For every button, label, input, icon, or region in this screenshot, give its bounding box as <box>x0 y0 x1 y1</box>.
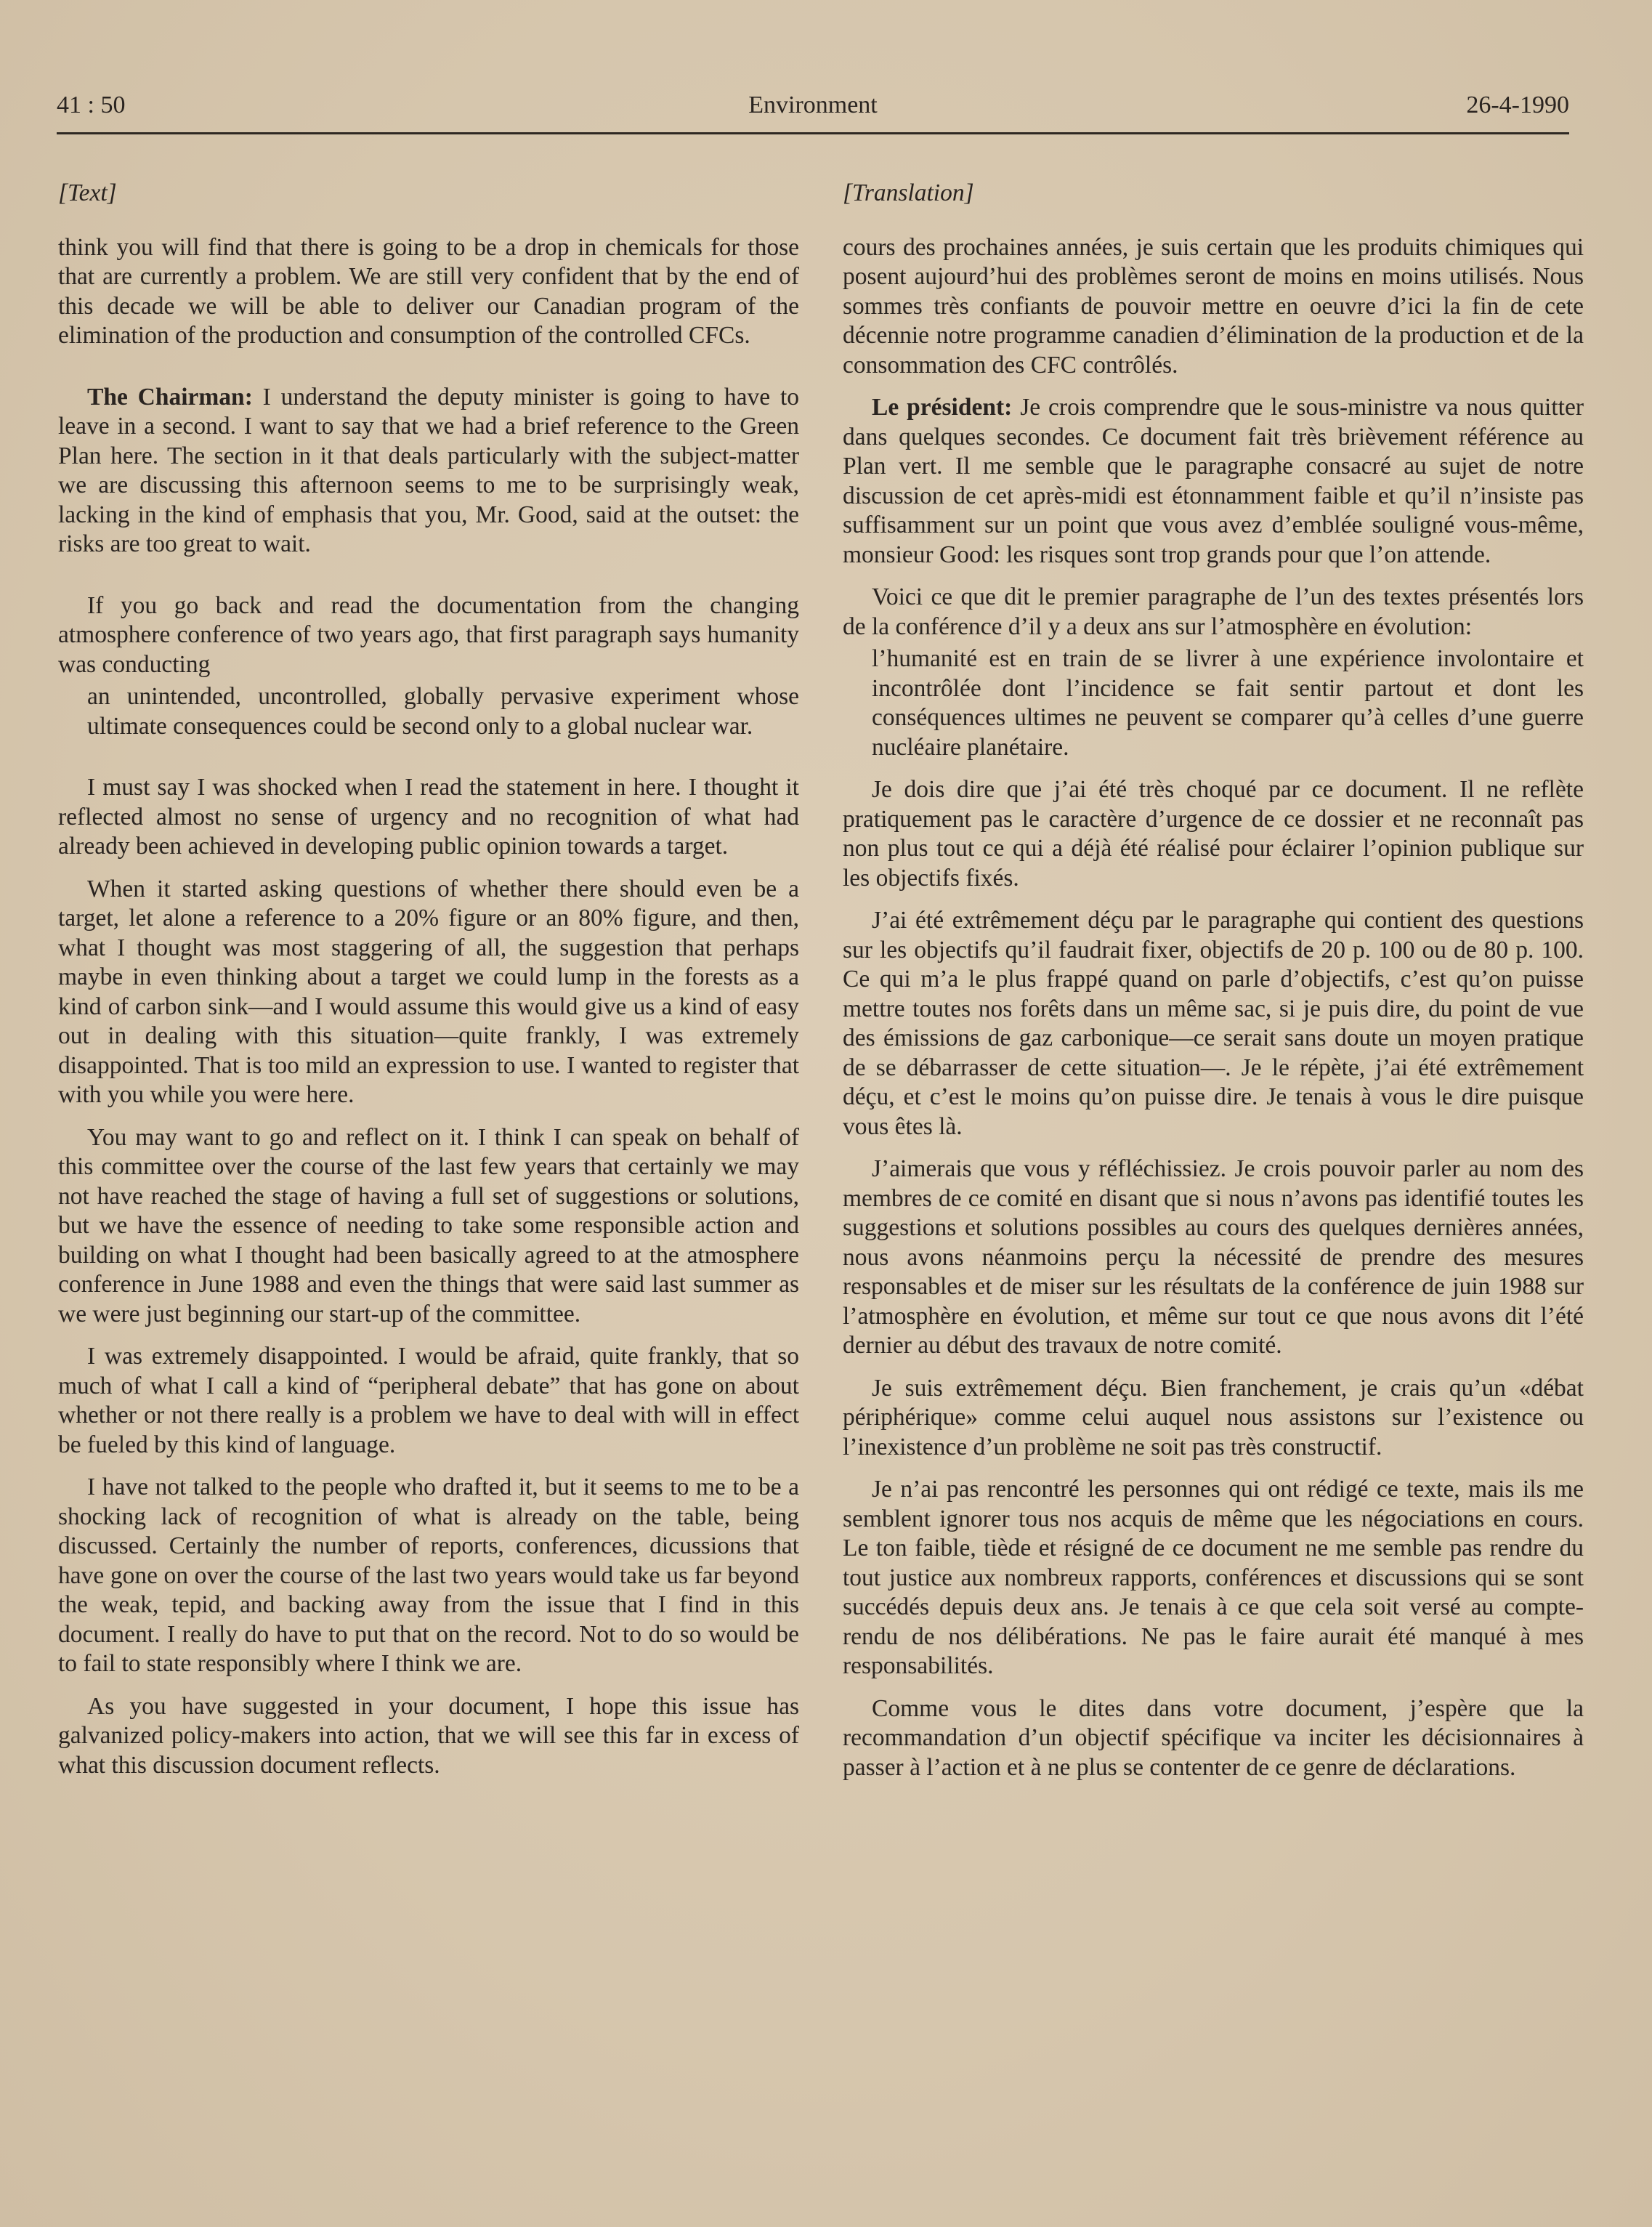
french-column <box>843 179 1584 1795</box>
paragraph: As you have suggested in your document, I hope this issue has galvanized policy-makers into action, that we will see this far in excess of what this discussion document reflects. <box>58 1692 799 1779</box>
page-header <box>57 89 1569 134</box>
paragraph: Je n’ai pas rencontré les personnes qui ont rédigé ce texte, mais ils me semblent ignorer tous nos acquis de même que les négociations en cours. Le ton faible, tiède et résigné de ce document ne me semble pas rendre du tout justice aux nombreux rapports, conférences et discussions qui se sont succédés depuis deux ans. Je tenais à ce que cela soit versé au compte-rendu de nos délibérations. Ne pas le faire aurait été manqué à mes responsabilités. <box>843 1476 1584 1679</box>
page-date: 26-4-1990 <box>1466 92 1569 118</box>
paragraph-text: I understand the deputy minister is going to have to leave in a second. I want to say that we had a brief reference to the Green Plan here. The section in it that deals particularly with the subject-matter we are discussing this afternoon seems to me to be surprisingly weak, lacking in the kind of emphasis that you, Mr. Good, said at the outset: the risks are too great to wait. <box>58 383 799 557</box>
translation-tag: [Translation] <box>843 179 974 206</box>
paragraph-text: Je crois comprendre que le sous-ministre va nous quitter dans quelques secondes. Ce document fait très brièvement référence au Plan vert. Il me semble que le paragraphe consacré au sujet de notre discussion de cet après-midi est étonnamment faible et qu’il n’insiste pas suffisamment sur un point que vous avez d’emblée souligné vous-même, monsieur Good: les risques sont trop grands pour que l’on attende. <box>843 394 1584 568</box>
text-tag: [Text] <box>58 179 117 206</box>
paragraph: I have not talked to the people who drafted it, but it seems to me to be a shocking lack of recognition of what is already on the table, being discussed. Certainly the number of reports, conferences, dicussions that have gone on over the course of the last two years would take us far beyond the weak, tepid, and backing away from the issue that I find in this document. I really do have to put that on the record. Not to do so would be to fail to state responsibly where I think we are. <box>58 1474 799 1677</box>
page-number: 41 : 50 <box>57 92 126 118</box>
chairman-paragraph <box>58 383 799 559</box>
paragraph: Comme vous le dites dans votre document, j’espère que la recommandation d’un objectif spécifique va inciter les décisionnaires à passer à l’action et à ne plus se contenter de ce genre de déclarations. <box>843 1694 1584 1781</box>
paragraph: You may want to go and reflect on it. I think I can speak on behalf of this committee over the course of the last few years that certainly we may not have reached the stage of having a full set of suggestions or solutions, but we have the essence of needing to take some responsible action and building on what I thought had been basically agreed to at the atmosphere conference in June 1988 and even the things that were said last summer as we were just beginning our start-up of the committee. <box>58 1123 799 1327</box>
speaker-label: Le président: <box>872 394 1013 421</box>
speaker-label: The Chairman: <box>87 383 253 411</box>
president-paragraph <box>843 393 1584 570</box>
english-column <box>58 179 799 1793</box>
paragraph: If you go back and read the documentation from the changing atmosphere conference of two years ago, that first paragraph says humanity was conducting <box>58 591 799 678</box>
paragraph: I was extremely disappointed. I would be afraid, quite frankly, that so much of what I call a kind of “peripheral debate” that has gone on about whether or not there really is a problem we have to deal with will in effect be fueled by this kind of language. <box>58 1343 799 1458</box>
paragraph: J’ai été extrêmement déçu par le paragraphe qui contient des questions sur les objectifs qu’il faudrait fixer, objectifs de 20 p. 100 ou de 80 p. 100. Ce qui m’a le plus frappé quand on parle d’objectifs, c’est qu’on puisse mettre toutes nos forêts dans un même sac, si je puis dire, du point de vue des émissions de gaz carbonique—ce serait sans doute un moyen pratique de se débarrasser de cette situation—. Je le répète, j’ai été extrêmement déçu, et c’est le moins qu’on puisse dire. Je tenais à vous le dire puisque vous êtes là. <box>843 907 1584 1140</box>
paragraph: Je dois dire que j’ai été très choqué par ce document. Il ne reflète pratiquement pas le caractère d’urgence de ce dossier et ne reconnaît pas non plus tout ce qui a déjà été réalisé pour éclairer l’opinion publique sur les objectifs fixés. <box>843 776 1584 892</box>
paragraph: Je suis extrêmement déçu. Bien franchement, je crais qu’un «débat périphérique» comme celui auquel nous assistons sur l’existence ou l’inexistence d’un problème ne soit pas très constructif. <box>843 1374 1584 1460</box>
paragraph: When it started asking questions of whether there should even be a target, let alone a reference to a 20% figure or an 80% figure, and then, what I thought was most staggering of all, the suggestion that perhaps maybe in even thinking about a target we could lump in the forests as a kind of carbon sink—and I would assume this would give us a kind of easy out in dealing with this situation—quite frankly, I was extremely disappointed. That is too mild an expression to use. I wanted to register that with you while you were here. <box>58 875 799 1108</box>
paragraph: think you will find that there is going to be a drop in chemicals for those that are currently a problem. We are still very confident that by the end of this decade we will be able to deliver our Canadian program of the elimination of the production and consumption of the controlled CFCs. <box>58 233 799 349</box>
paragraph: cours des prochaines années, je suis certain que les produits chimiques qui posent aujourd’hui des problèmes seront de moins en moins utilisés. Nous sommes très confiants de pouvoir mettre en oeuvre d’ici la fin de cete décennie notre programme canadien d’élimination de la production et de la consommation des CFC contrôlés. <box>843 233 1584 379</box>
block-quote: an unintended, uncontrolled, globally pervasive experiment whose ultimate consequences could be second only to a global nuclear war. <box>87 683 799 740</box>
page-title: Environment <box>748 92 878 118</box>
paragraph: I must say I was shocked when I read the statement in here. I thought it reflected almost no sense of urgency and no recognition of what had already been achieved in developing public opinion towards a target. <box>58 774 799 860</box>
block-quote: l’humanité est en train de se livrer à une expérience involontaire et incontrôlée dont l’incidence se fait sentir partout et dont les conséquences ultimes ne peuvent se comparer qu’à celles d’une guerre nucléaire planétaire. <box>872 645 1584 761</box>
paragraph: Voici ce que dit le premier paragraphe de l’un des textes présentés lors de la conférence d’il y a deux ans sur l’atmosphère en évolution: <box>843 583 1584 640</box>
paragraph: J’aimerais que vous y réfléchissiez. Je crois pouvoir parler au nom des membres de ce comité en disant que si nous n’avons pas identifié toutes les suggestions et solutions possibles au cours des quelques dernières années, nous avons néanmoins perçu la nécessité de prendre des mesures responsables et de miser sur les résultats de la conférence de juin 1988 sur l’atmosphère en évolution, et même sur tout ce que nous avons dit l’été dernier au début des travaux de notre comité. <box>843 1155 1584 1359</box>
